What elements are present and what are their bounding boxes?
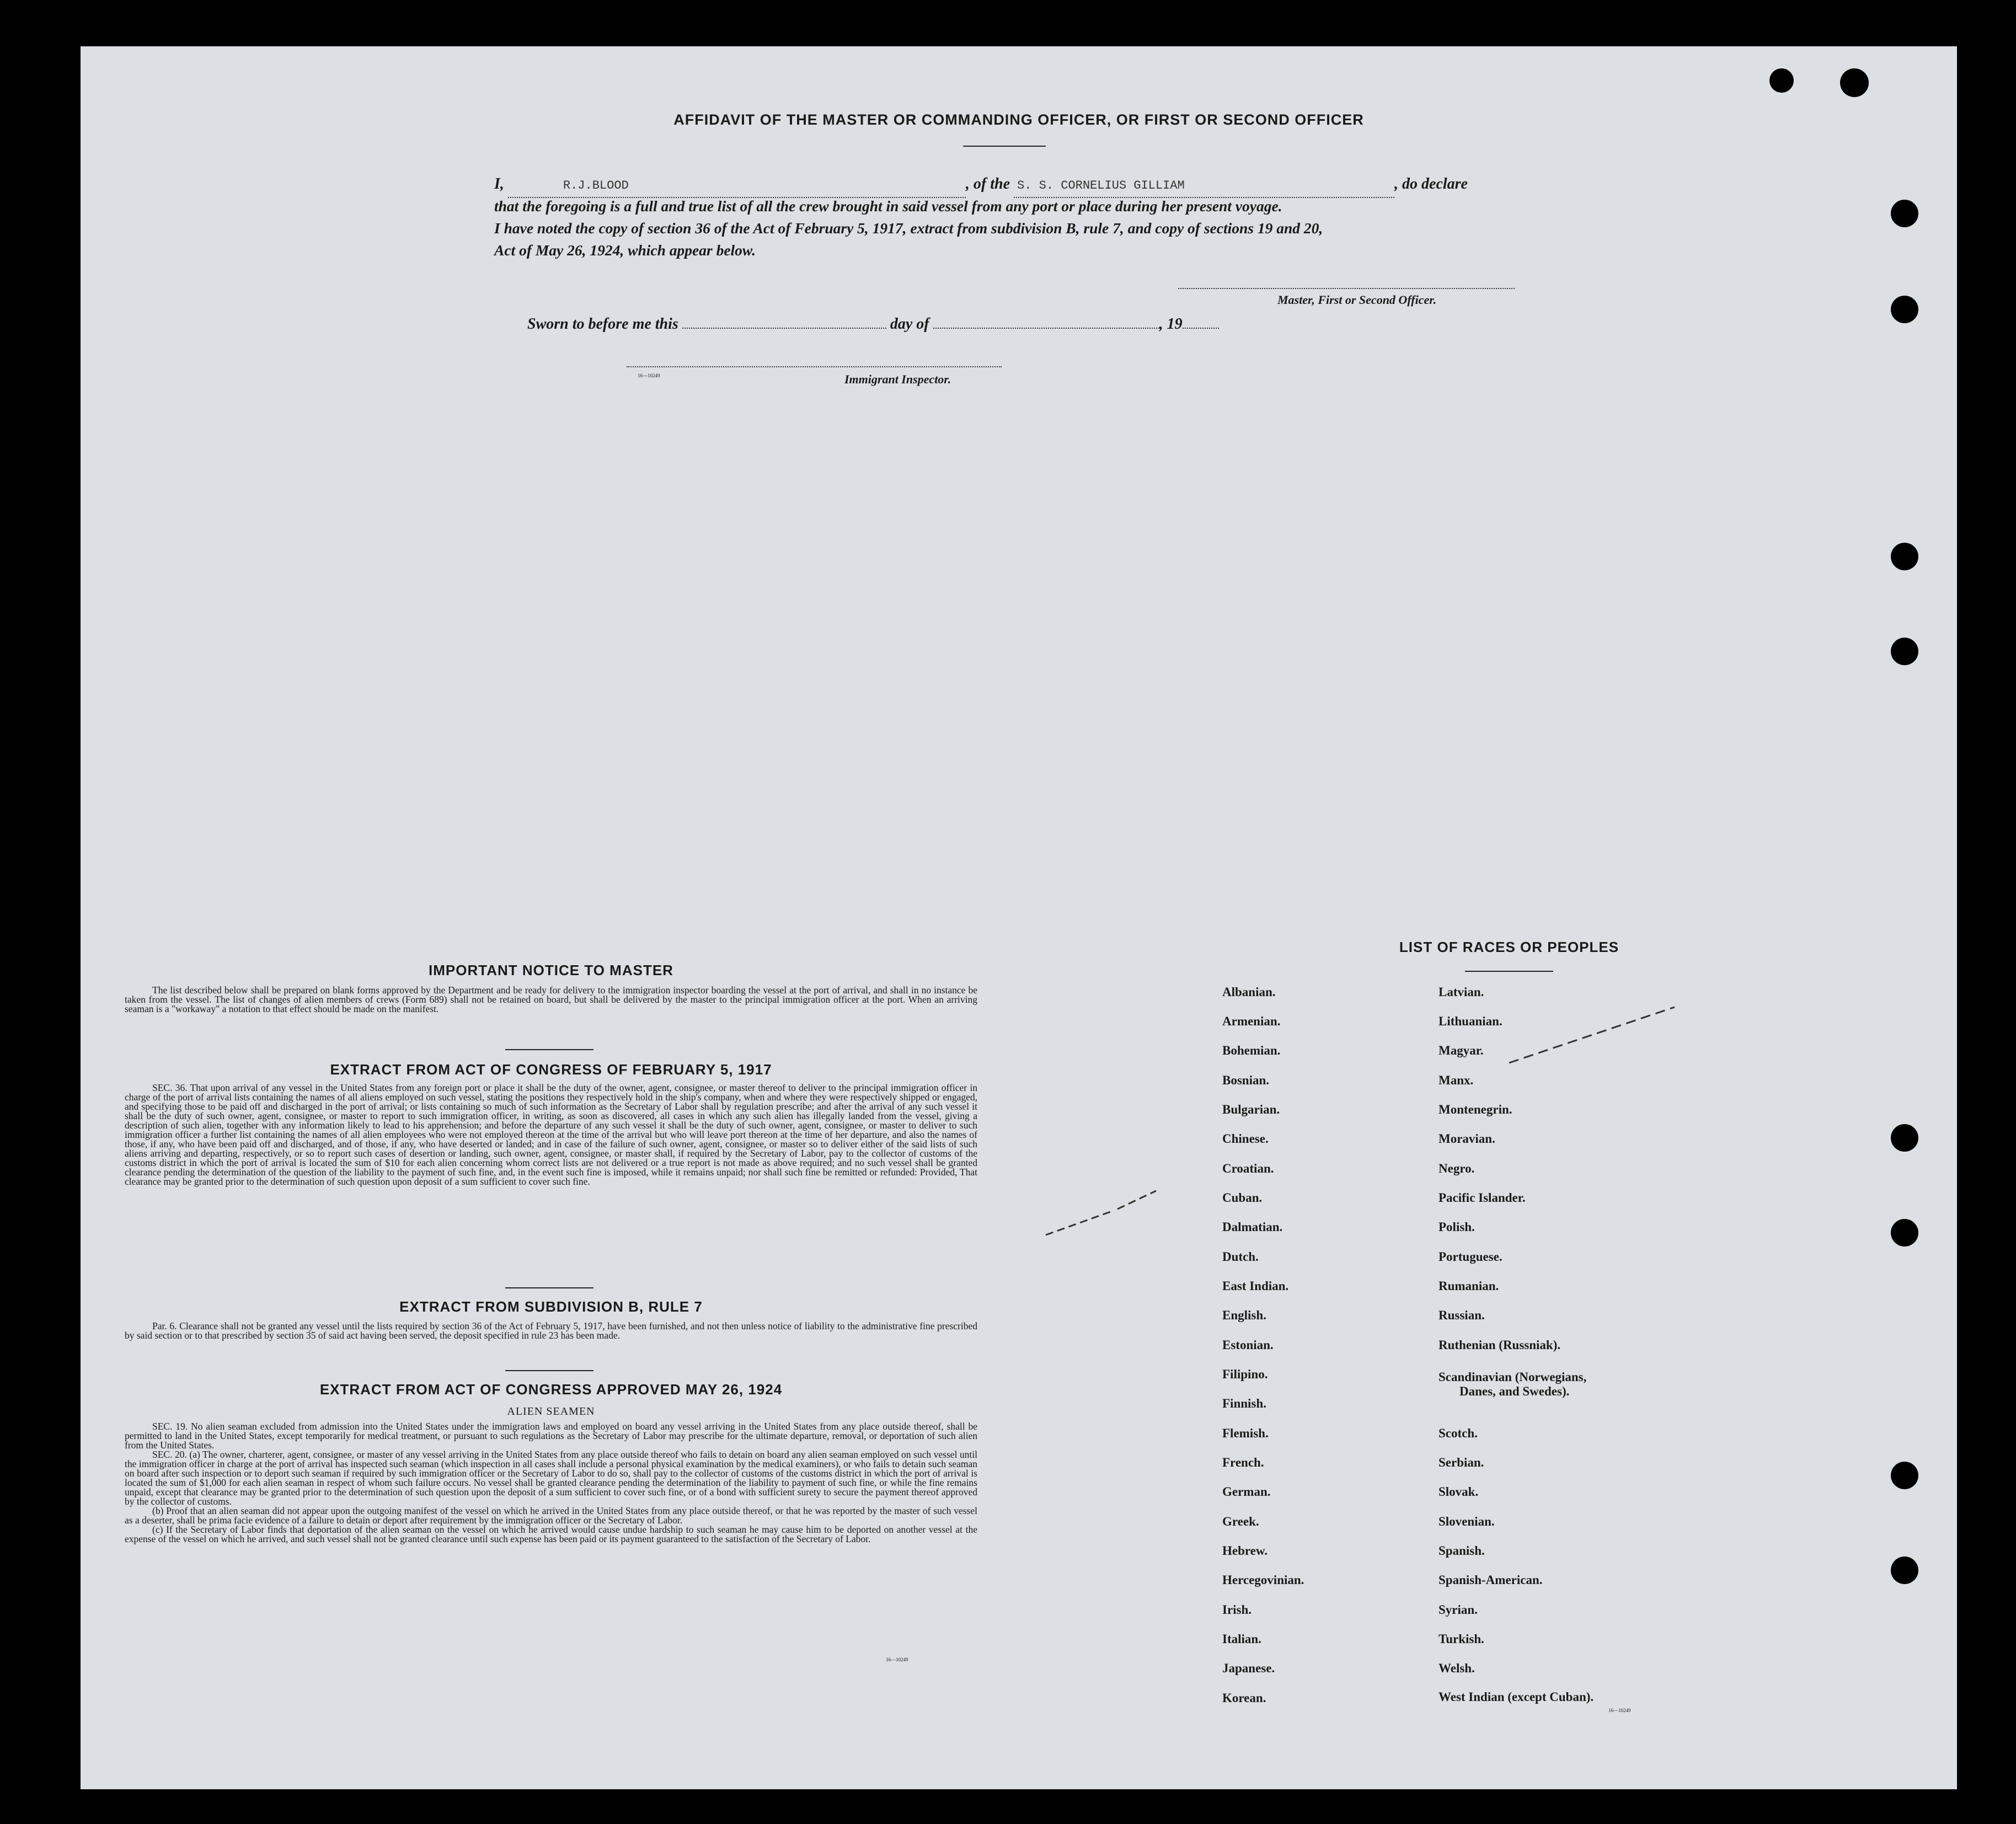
race-item: Turkish. [1439, 1632, 1484, 1646]
race-item: Greek. [1222, 1515, 1259, 1528]
race-item: Slovak. [1439, 1485, 1479, 1499]
race-item: Italian. [1222, 1632, 1261, 1646]
race-item: Moravian. [1439, 1132, 1495, 1146]
notice-title: IMPORTANT NOTICE TO MASTER [429, 962, 673, 978]
race-item: Croatian. [1222, 1162, 1274, 1175]
extract1-title: EXTRACT FROM ACT OF CONGRESS OF FEBRUARY 5, 1917 [330, 1061, 772, 1078]
affidavit-form-number: 16—10249 [638, 373, 660, 378]
race-item: Lithuanian. [1439, 1014, 1502, 1028]
of-the-label: , of the [965, 175, 1010, 192]
master-name-value: R.J.BLOOD [563, 179, 629, 192]
race-item: Irish. [1222, 1603, 1252, 1617]
document-page [81, 46, 1957, 1789]
race-item: Ruthenian (Russniak). [1439, 1338, 1561, 1352]
race-item: Manx. [1439, 1073, 1474, 1087]
extract3-paragraph-3: (b) Proof that an alien seaman did not appear upon the outgoing manifest of the vessel on which he arrived in the United States from any place outside thereof, or that he was reported by the master of such vessel as a deserter, shall be prima facie evidence of a failure to detain or deport after requirement by the immigration officer or the Secretary of Labor. [125, 1505, 977, 1526]
race-item: Syrian. [1439, 1603, 1478, 1617]
race-item: Pacific Islander. [1439, 1191, 1526, 1205]
race-item: Flemish. [1222, 1426, 1269, 1440]
race-item: Spanish. [1439, 1544, 1485, 1558]
race-item: Korean. [1222, 1691, 1266, 1705]
race-item: Japanese. [1222, 1661, 1275, 1675]
race-item: Chinese. [1222, 1132, 1269, 1146]
vessel-name-value: S. S. CORNELIUS GILLIAM [1017, 179, 1185, 192]
race-item: West Indian (except Cuban). [1439, 1690, 1594, 1704]
race-item: East Indian. [1222, 1279, 1289, 1293]
pen-marks [81, 46, 1957, 1789]
inspector-label: Immigrant Inspector. [844, 372, 951, 386]
race-item: Danes, and Swedes). [1459, 1384, 1570, 1398]
extract3-paragraph-1: SEC. 19. No alien seaman excluded from admission into the United States under the immigration laws and employed on board any vessel arriving in the United States from any place outside thereof, shall be permitted to land in the United States, except temporarily for medical treatment, or pursuant to such regulations as the Secretary of Labor may prescribe for the ultimate departure, removal, or deportation of such alien from the United States. [125, 1421, 977, 1451]
extract2-title: EXTRACT FROM SUBDIVISION B, RULE 7 [399, 1298, 703, 1315]
declaration-line-2: that the foregoing is a full and true list of all the crew brought in said vessel from any port or place during her present voyage. [494, 197, 1282, 215]
race-item: Estonian. [1222, 1338, 1274, 1352]
extract2-paragraph: Par. 6. Clearance shall not be granted any vessel until the lists required by section 36 of the Act of February 5, 1917, have been furnished, and not then unless notice of liability to the administrative fine prescribed by said section or to that prescribed by section 35 of said act having been served, the deposit specified in rule 23 has been made. [125, 1320, 977, 1341]
notice-form-number: 16—10249 [886, 1657, 908, 1662]
race-item: Bohemian. [1222, 1044, 1281, 1057]
race-item: French. [1222, 1456, 1264, 1469]
race-item: Welsh. [1439, 1661, 1475, 1675]
race-item: Magyar. [1439, 1044, 1484, 1057]
race-item: Dutch. [1222, 1250, 1259, 1264]
race-item: Montenegrin. [1439, 1103, 1512, 1116]
notice-paragraph: The list described below shall be prepared on blank forms approved by the Department and be ready for delivery to the immigration inspector boarding the vessel at the port of arrival, and shall in no instance be taken from the vessel. The list of changes of alien members of crews (Form 689) shall not be retained on board, but shall be delivered by the master to the principal immigration officer at the port. When an arriving seaman is a "workaway" a notation to that effect should be made on the manifest. [125, 985, 977, 1014]
race-item: Hebrew. [1222, 1544, 1268, 1558]
race-item: Latvian. [1439, 985, 1484, 999]
declaration-line-4: Act of May 26, 1924, which appear below. [494, 242, 756, 259]
race-item: Dalmatian. [1222, 1220, 1283, 1234]
affidavit-title: AFFIDAVIT OF THE MASTER OR COMMANDING OFFICER, OR FIRST OR SECOND OFFICER [673, 111, 1364, 128]
race-item: German. [1222, 1485, 1271, 1499]
race-item: Albanian. [1222, 985, 1276, 999]
race-item: English. [1222, 1308, 1266, 1322]
race-item: Filipino. [1222, 1367, 1268, 1381]
race-item: Finnish. [1222, 1397, 1266, 1410]
extract3-title: EXTRACT FROM ACT OF CONGRESS APPROVED MAY 26, 1924 [319, 1381, 783, 1398]
race-item: Negro. [1439, 1162, 1475, 1175]
race-item: Rumanian. [1439, 1279, 1499, 1293]
extract3-paragraph-2: SEC. 20. (a) The owner, charterer, agent, consignee, or master of any vessel arriving in the United States from any place outside thereof who fails to detain on board any alien seaman employed on such vessel until the immigration officer in charge at the port of arrival has inspected such seaman (which inspection in all cases shall include a personal physical examination by the medical examiners), or who fails to detain such seaman on board after such inspection or to deport such seaman if required by such immigration officer or the Secretary of Labor to do so, shall pay to the collector of customs of the customs district in which the port of arrival is located the sum of $1,000 for each alien seaman in respect of whom such failure occurs. No vessel shall be granted clearance pending the determination of the liability to payment of such fine, or while the fine remains unpaid, except that clearance may be granted prior to the determination of such question upon the deposit of a sum sufficient to cover such fine, or of a bond with sufficient surety to secure the payment thereof approved by the collector of customs. [125, 1449, 977, 1507]
declaration-line-3: I have noted the copy of section 36 of the Act of February 5, 1917, extract from subdivision B, rule 7, and copy of sections 19 and 20, [494, 220, 1323, 237]
day-of-label: day of [890, 315, 929, 333]
race-item: Bosnian. [1222, 1073, 1270, 1087]
extract3-subtitle: ALIEN SEAMEN [507, 1405, 595, 1418]
races-form-number: 16—10249 [1608, 1708, 1631, 1713]
race-item: Slovenian. [1439, 1515, 1495, 1528]
i-label: I, [494, 175, 504, 192]
extract1-paragraph: SEC. 36. That upon arrival of any vessel in the United States from any foreign port or place it shall be the duty of the owner, agent, consignee, or master thereof to deliver to the principal immigration officer in charge of the port of arrival lists containing the names of all aliens employed on such vessel, stating the positions they respectively hold in the ship's company, when and where they were respectively shipped or engaged, and specifying those to be paid off and discharged in the port of arrival; or lists containing so much of such information as the Secretary of Labor shall by regulation prescribe; and after the arrival of any such vessel it shall be the duty of such owner, agent, consignee, or master to report to such immigration officer, in writing, as soon as discovered, all cases in which any such alien has illegally landed from the vessel, giving a description of such alien, together with any information likely to lead to his apprehension; and before the departure of any such vessel it shall be the duty of such owner, agent, consignee, or master to deliver to such immigration officer a further list containing the names of all alien employees who were not employed thereon at the time of the arrival but who will leave port thereon at the time of her departure, and also the names of those, if any, who have been paid off and discharged, and of those, if any, who have deserted or landed; and in case of the failure of such owner, agent, consignee, or master so to deliver either of the said lists of such aliens arriving and departing, respectively, or so to report such cases of desertion or landing, such owner, agent, consignee, or master shall, if required by the Secretary of Labor, pay to the collector of customs of the customs district in which the port of arrival is located the sum of $10 for each alien concerning whom correct lists are not delivered or a true report is not made as above required; and no such vessel shall be granted clearance pending the determination of the question of the liability to the payment of such fine, and, in the event such fine is imposed, while it remains unpaid; nor shall such fine be remitted or refunded: Provided, That clearance may be granted prior to the determination of such question upon deposit of a sum sufficient to cover such fine. [125, 1082, 977, 1187]
races-title: LIST OF RACES OR PEOPLES [1399, 939, 1619, 955]
race-item: Armenian. [1222, 1014, 1281, 1028]
race-item: Polish. [1439, 1220, 1475, 1234]
race-item: Russian. [1439, 1308, 1485, 1322]
signature-label: Master, First or Second Officer. [1277, 293, 1437, 307]
extract3-paragraph-4: (c) If the Secretary of Labor finds that deportation of the alien seaman on the vessel on which he arrived would cause undue hardship to such seaman he may cause him to be deported on another vessel at the expense of the vessel on which he arrived, and such vessel shall not be granted clearance until such expense has been paid or its payment guaranteed to the satisfaction of the Secretary of Labor. [125, 1524, 977, 1544]
race-item: Cuban. [1222, 1191, 1263, 1205]
race-item: Portuguese. [1439, 1250, 1502, 1264]
race-item: Scandinavian (Norwegians, [1439, 1370, 1587, 1384]
race-item: Spanish-American. [1439, 1573, 1543, 1587]
do-declare-label: , do declare [1394, 175, 1468, 192]
sworn-label: Sworn to before me this [527, 315, 678, 333]
race-item: Bulgarian. [1222, 1103, 1280, 1116]
race-item: Serbian. [1439, 1456, 1484, 1469]
race-item: Scotch. [1439, 1426, 1478, 1440]
race-item: Hercegovinian. [1222, 1573, 1304, 1587]
year-prefix: , 19 [1159, 315, 1183, 333]
